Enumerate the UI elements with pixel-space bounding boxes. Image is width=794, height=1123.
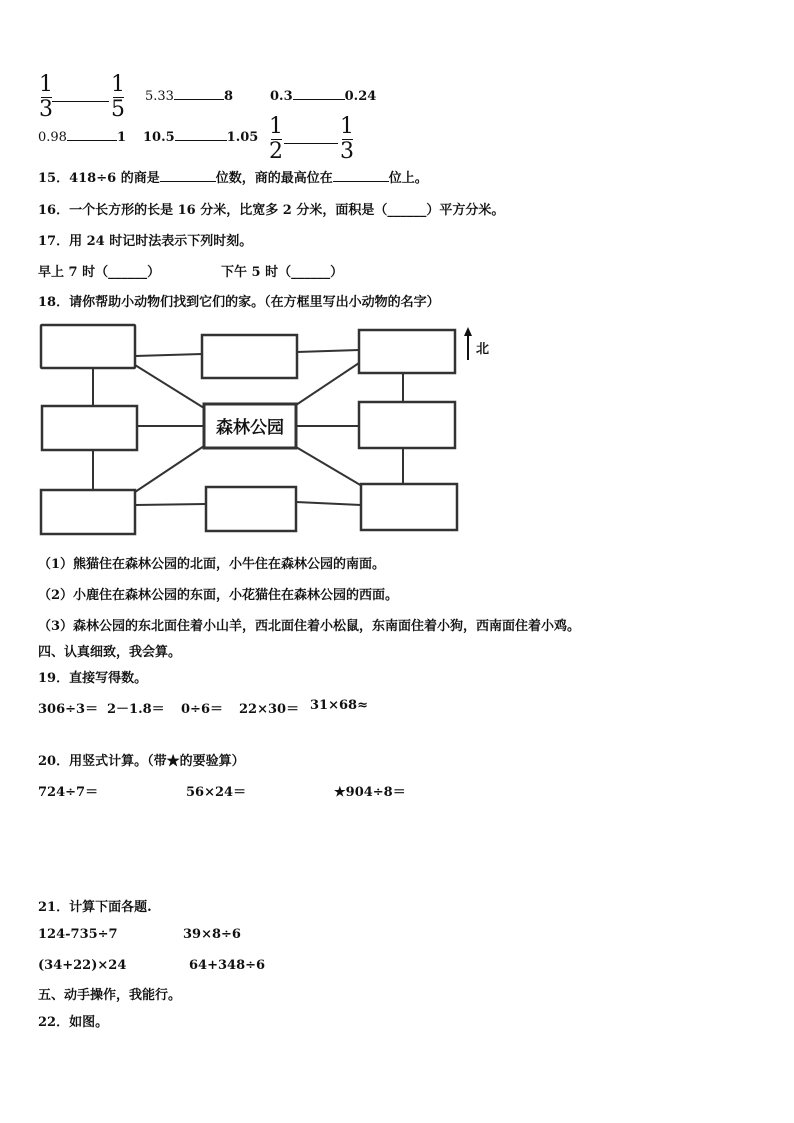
question-19-item: 31×68≈ <box>310 698 368 713</box>
question-20-item: ★904÷8＝ <box>334 785 406 800</box>
north-label: 北 <box>476 342 490 357</box>
answer-box-southwest[interactable] <box>41 490 135 534</box>
compare-item: 5.33 8 <box>145 89 233 104</box>
fraction-one-third: 1 3 <box>340 114 354 164</box>
question-16: 16．一个长方形的长是 16 分米，比宽多 2 分米，面积是（______）平方分米。 <box>38 203 505 218</box>
compare-item: 0.3 0.24 <box>270 89 377 104</box>
question-22: 22．如图。 <box>38 1015 109 1030</box>
question-19-item: 306÷3＝ <box>38 702 99 717</box>
answer-box-east[interactable] <box>359 402 455 448</box>
question-21-item: 39×8÷6 <box>183 927 241 942</box>
question-15: 15．418÷6 的商是 位数，商的最高位在 位上。 <box>38 171 428 186</box>
answer-box-northeast[interactable] <box>359 330 455 373</box>
answer-box-west[interactable] <box>42 406 137 450</box>
question-17-item-2: 下午 5 时（______） <box>221 265 344 280</box>
answer-box-southeast[interactable] <box>361 484 457 530</box>
fraction-one-half: 1 2 <box>269 114 283 164</box>
answer-box-south[interactable] <box>206 487 296 531</box>
section-5-heading: 五、动手操作，我能行。 <box>38 988 182 1003</box>
north-arrow-icon <box>464 327 472 360</box>
question-19-item: 2－1.8＝ <box>107 702 165 717</box>
question-18-clue-2: （2）小鹿住在森林公园的东面，小花猫住在森林公园的西面。 <box>38 588 399 603</box>
question-21-item: (34+22)×24 <box>38 958 127 973</box>
forest-park-label: 森林公园 <box>216 418 284 438</box>
question-18-title: 18．请你帮助小动物们找到它们的家。（在方框里写出小动物的名字） <box>38 295 440 310</box>
question-19-title: 19．直接写得数。 <box>38 671 148 686</box>
question-21-title: 21．计算下面各题. <box>38 900 152 915</box>
question-18-clue-3: （3）森林公园的东北面住着小山羊，西北面住着小松鼠，东南面住着小狗，西南面住着小鸡。 <box>38 619 581 634</box>
section-4-heading: 四、认真细致，我会算。 <box>38 645 182 660</box>
question-21-item: 64+348÷6 <box>189 958 266 973</box>
forest-park-map <box>0 0 794 560</box>
answer-box-north[interactable] <box>202 335 297 378</box>
compare-item: 10.5 1.05 <box>143 130 259 145</box>
question-17-item-1: 早上 7 时（______） <box>38 265 161 280</box>
question-18-clue-1: （1）熊猫住在森林公园的北面，小牛住在森林公园的南面。 <box>38 557 386 572</box>
answer-box-northwest[interactable] <box>41 325 135 368</box>
question-20-item: 56×24＝ <box>186 785 247 800</box>
question-17-title: 17．用 24 时记时法表示下列时刻。 <box>38 234 253 249</box>
compare-item: 0.98 1 <box>38 130 126 145</box>
question-20-title: 20．用竖式计算。（带★的要验算） <box>38 754 245 769</box>
fraction-one-fifth: 1 5 <box>111 72 125 122</box>
question-20-item: 724÷7＝ <box>38 785 99 800</box>
fraction-one-third: 1 3 <box>39 72 53 122</box>
question-19-item: 22×30＝ <box>239 702 300 717</box>
question-21-item: 124-735÷7 <box>38 927 118 942</box>
question-19-item: 0÷6＝ <box>181 702 223 717</box>
